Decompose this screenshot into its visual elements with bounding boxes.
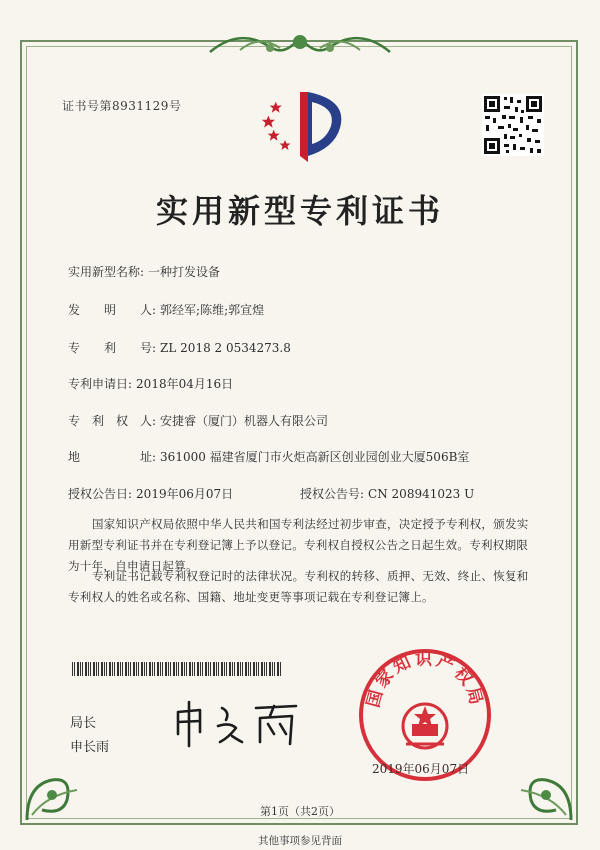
field-address	[68, 448, 469, 465]
field-filing-date	[68, 375, 233, 392]
field-name-value: 一种打发设备	[148, 265, 221, 279]
paragraph-grant-notice: 国家知识产权局依照中华人民共和国专利法经过初步审查，决定授予专利权，颁发实用新型专利证书并在专利登记簿上予以登记。专利权自授权公告之日起生效。专利权期限为十年，自申请日起算。	[68, 517, 529, 573]
field-inventor-value: 郭经军;陈维;郭宣煌	[160, 303, 265, 317]
field-name	[68, 263, 220, 280]
field-filing-date-label: 专利申请日:	[68, 377, 133, 391]
field-grant-date-value: 2019年06月07日	[136, 487, 234, 501]
field-patent-no	[68, 339, 291, 356]
barcode	[72, 662, 282, 676]
field-name-label: 实用新型名称:	[68, 265, 145, 279]
paragraph-legal-status: 专利证书记载专利权登记时的法律状况。专利权的转移、质押、无效、终止、恢复和专利权人的姓名或名称、国籍、地址变更等事项记载在专利登记簿上。	[68, 569, 529, 604]
field-inventor-label: 发 明 人:	[68, 303, 157, 317]
field-grant-date-label: 授权公告日:	[68, 487, 133, 501]
field-patentee	[68, 412, 328, 429]
director-title: 局长	[70, 716, 97, 731]
field-filing-date-value: 2018年04月16日	[136, 377, 234, 391]
field-grant-no	[300, 485, 474, 502]
svg-text:国家知识产权局: 国家知识产权局	[363, 649, 487, 710]
field-grant-no-value: CN 208941023 U	[368, 487, 475, 501]
qr-code	[482, 94, 544, 156]
field-patent-no-value: ZL 2018 2 0534273.8	[160, 341, 291, 355]
field-patent-no-label: 专 利 号:	[68, 341, 157, 355]
field-inventor	[68, 301, 264, 318]
page-number: 第1页（共2页）	[260, 805, 340, 818]
certificate-number: 证书号第8931129号	[62, 99, 182, 113]
certificate-title: 实用新型专利证书	[155, 192, 444, 230]
field-address-value: 361000 福建省厦门市火炬高新区创业园创业大厦506B室	[160, 450, 470, 464]
director-signature	[170, 698, 310, 748]
patent-office-logo	[256, 86, 356, 166]
field-address-label: 地 址:	[68, 450, 157, 464]
seal-date: 2019年06月07日	[372, 762, 470, 776]
field-grant-date	[68, 485, 233, 502]
field-patentee-label: 专 利 权 人:	[68, 414, 157, 428]
top-ornament	[200, 22, 400, 62]
field-grant-no-label: 授权公告号:	[300, 487, 365, 501]
footer-note: 其他事项参见背面	[258, 835, 342, 847]
field-patentee-value: 安捷睿（厦门）机器人有限公司	[160, 414, 329, 428]
director-name: 申长雨	[70, 740, 110, 755]
